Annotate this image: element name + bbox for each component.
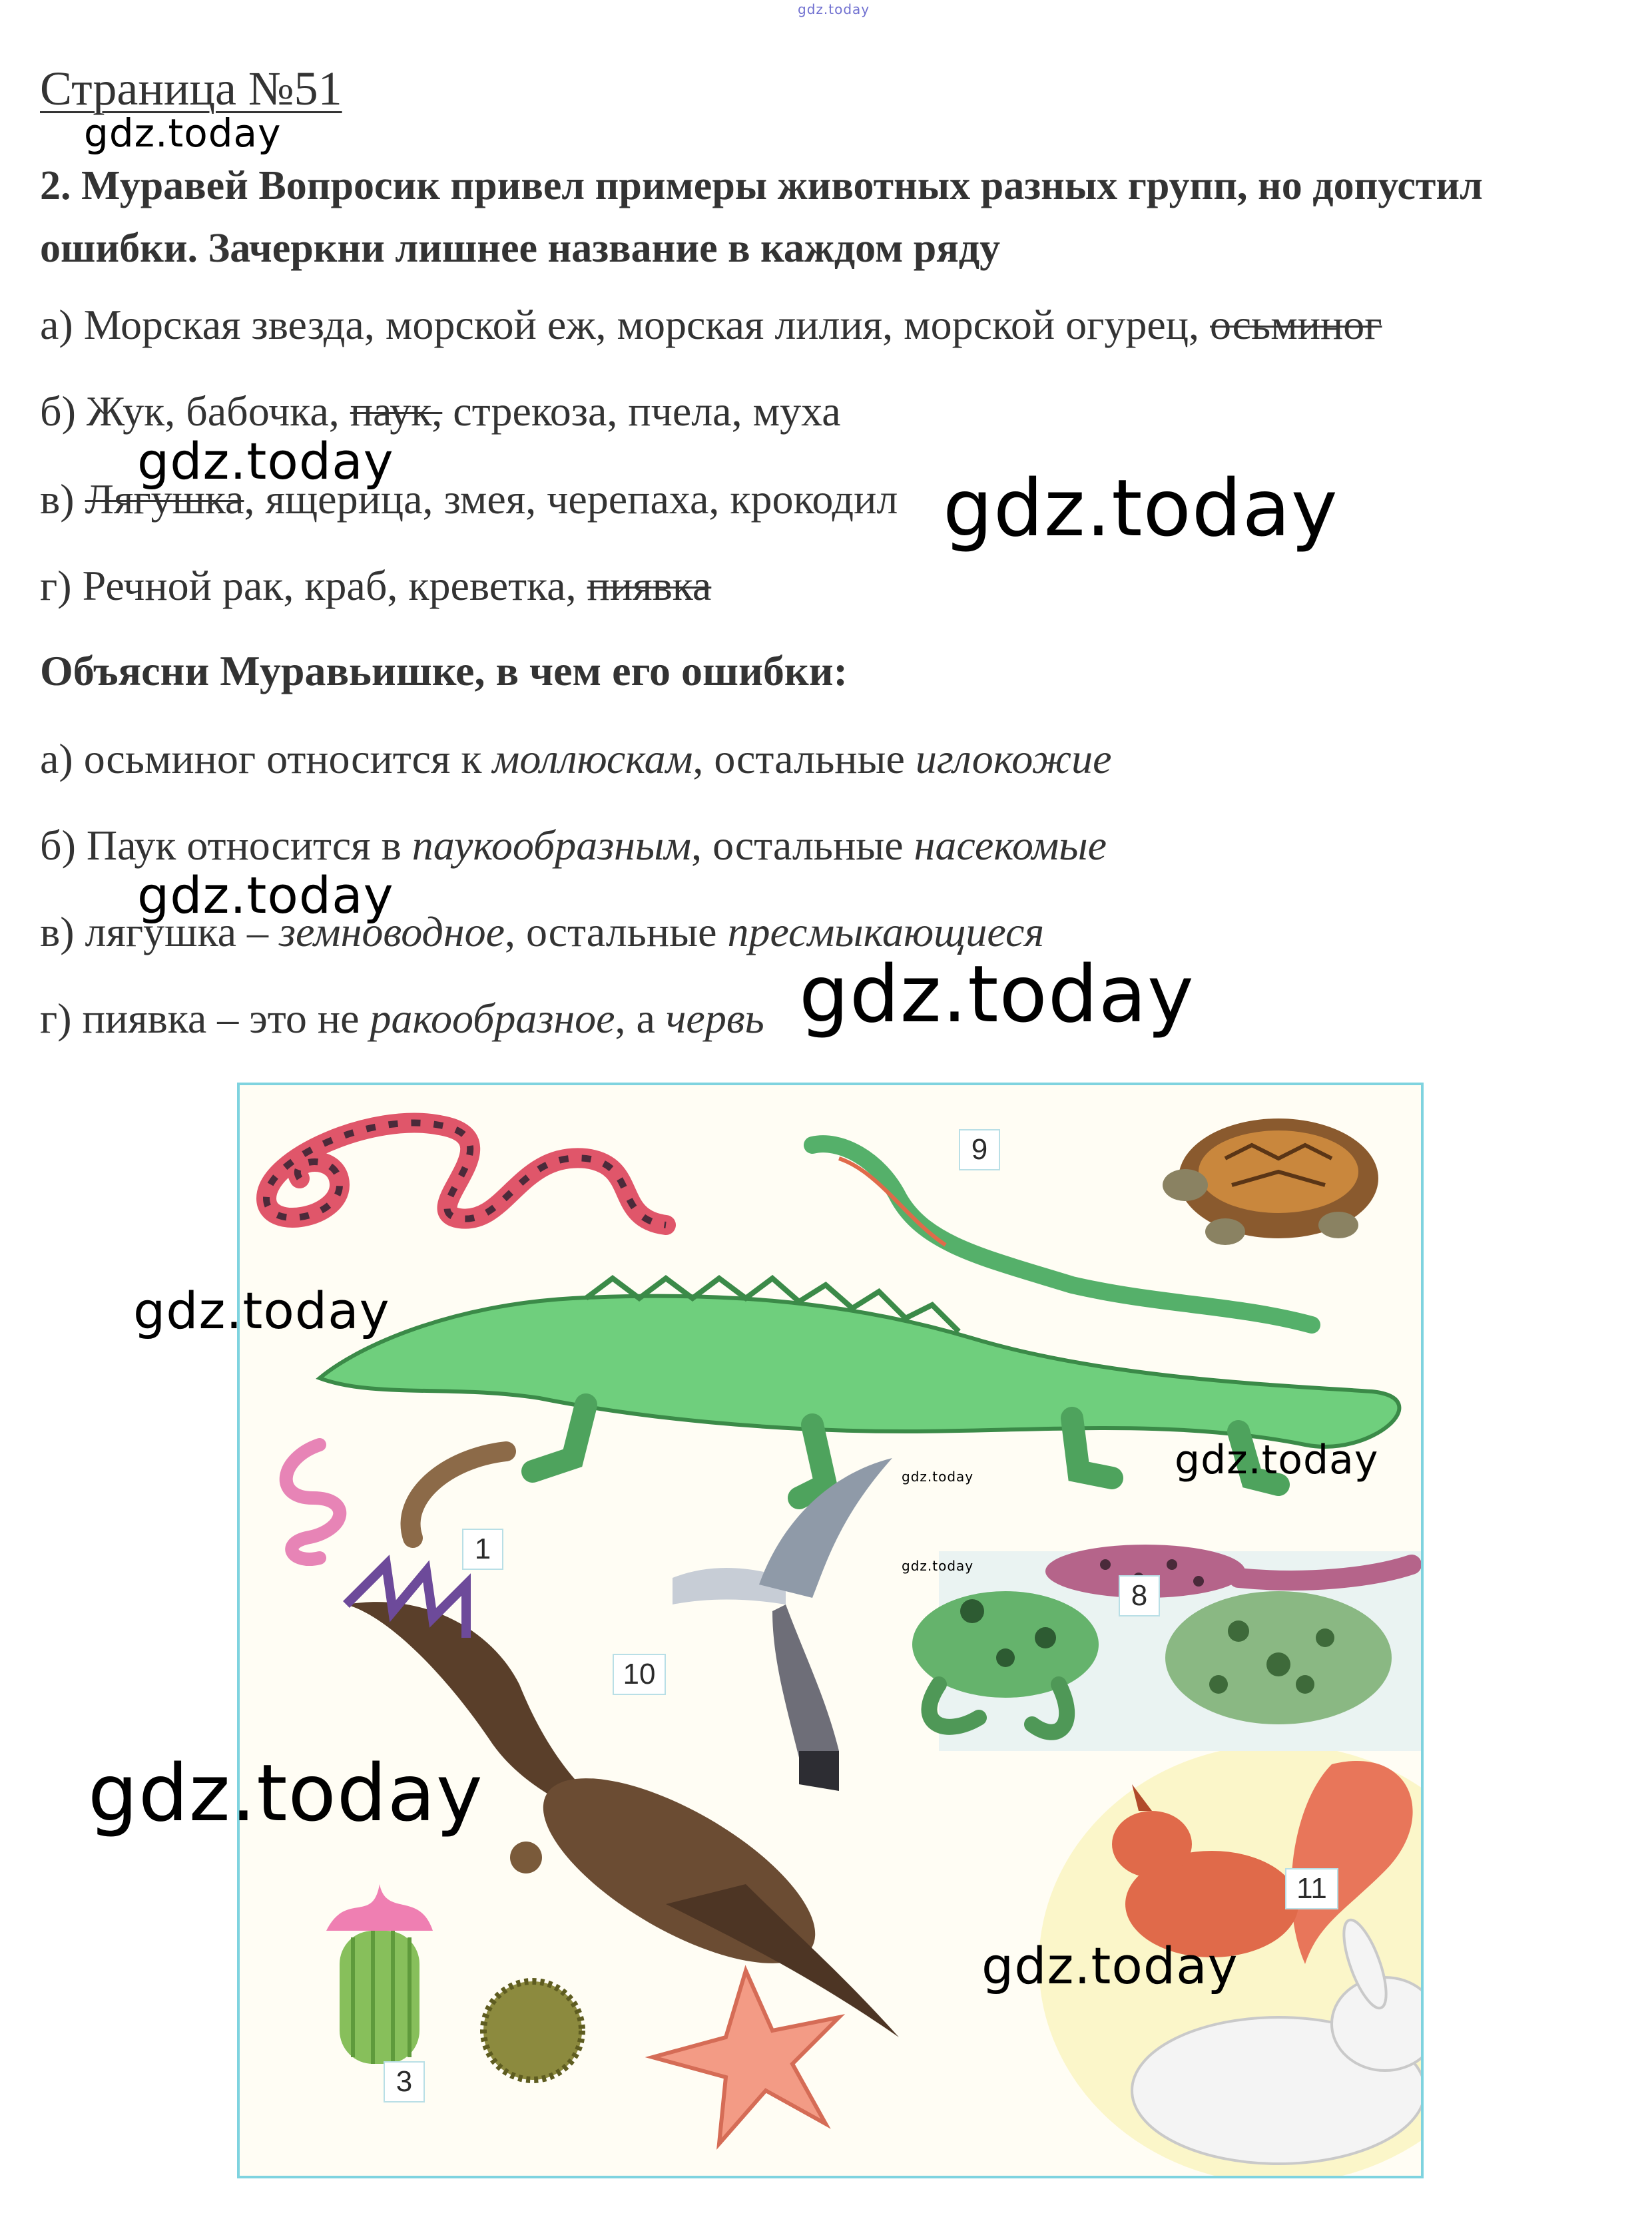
row-a [40,301,1382,348]
struck-word: осьминог [1210,301,1382,348]
answer-text: , остальные [692,735,905,782]
answer-a [40,735,1112,782]
animals-drawing [240,1085,1424,2178]
watermark: gdz.today [88,1747,483,1839]
answer-term: паукообразным [412,822,692,869]
row-text: г) Речной рак, краб, креветка, [40,562,577,609]
row-text: в) [40,475,75,523]
answer-b [40,824,1107,867]
row-g [40,562,712,609]
watermark: gdz.today [137,431,394,491]
answer-term: иглокожие [915,735,1112,782]
struck-word: паук, [350,387,443,435]
task-text: Муравей Вопросик привел примеры животных разных групп, но допустил ошибки. Зачеркни лишнее название в каждом ряду [40,163,1483,271]
answer-v [40,908,1045,955]
answer-text: , остальные [504,908,717,955]
top-watermark: gdz.today [798,1,870,17]
watermark: gdz.today [902,1469,974,1485]
answer-text: , а [615,995,655,1042]
task-statement [40,154,1611,280]
label-10: 10 [613,1654,666,1695]
explain-heading: Объясни Муравьишке, в чем его ошибки: [40,647,848,694]
answer-text: г) пиявка – это не [40,995,360,1042]
answer-g [40,997,764,1040]
task-number: 2. [40,163,71,208]
answer-text: б) Паук относится в [40,822,402,869]
row-v [40,475,898,523]
row-text: стрекоза, пчела, муха [453,387,841,435]
answer-term: червь [665,995,764,1042]
watermark: gdz.today [799,948,1195,1040]
row-b [40,387,841,435]
row-text: , ящерица, змея, черепаха, крокодил [244,475,898,523]
toad [1165,1591,1392,1724]
sea-urchin [483,1981,582,2080]
answer-text: , остальные [691,822,904,869]
watermark: gdz.today [902,1558,974,1574]
struck-word: пиявка [587,562,712,609]
answer-term: пресмыкающиеся [727,908,1045,955]
label-3: 3 [384,2061,425,2103]
page-title: Страница №51 [40,62,342,115]
animals-illustration [237,1083,1424,2178]
row-text: б) Жук, бабочка, [40,387,340,435]
answer-text: в) лягушка – [40,908,268,955]
label-8: 8 [1119,1575,1160,1616]
answer-term: насекомые [914,822,1107,869]
struck-word: Лягушка [85,475,244,523]
answer-term: земноводное [278,908,505,955]
watermark: gdz.today [943,462,1338,554]
row-text: а) Морская звезда, морской еж, морская лилия, морской огурец, [40,301,1200,348]
watermark: gdz.today [84,111,282,156]
watermark: gdz.today [133,1281,390,1340]
answer-term: ракообразное [370,995,615,1042]
label-9: 9 [959,1129,1000,1170]
watermark: gdz.today [1175,1437,1379,1483]
watermark: gdz.today [137,866,394,925]
answer-text: а) осьминог относится к [40,735,482,782]
answer-term: моллюскам [492,735,693,782]
label-1: 1 [462,1529,503,1570]
watermark: gdz.today [981,1936,1239,1995]
label-11: 11 [1285,1868,1338,1909]
